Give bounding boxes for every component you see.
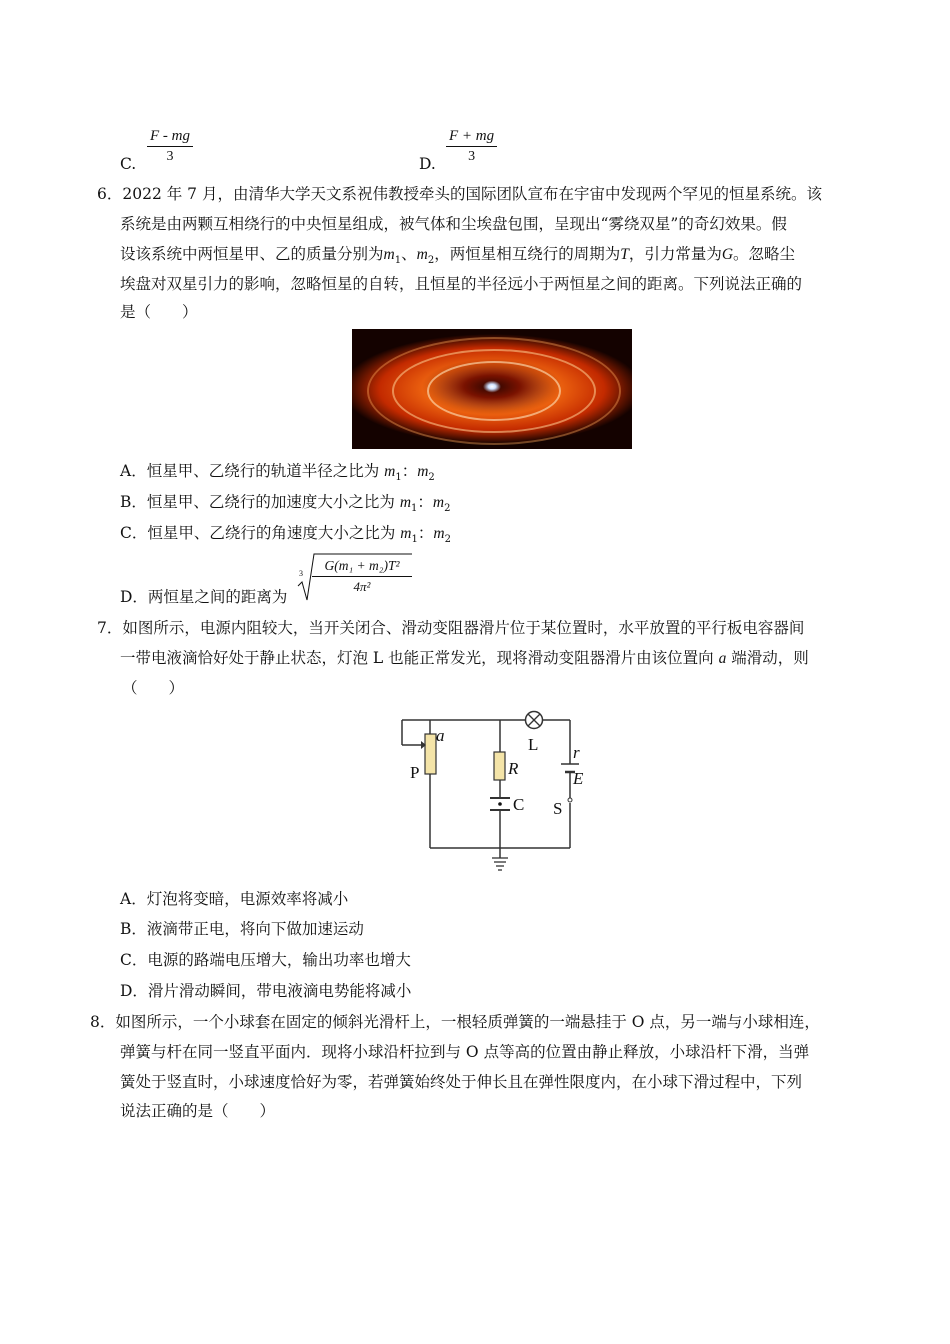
q7-option-d: D．滑片滑动瞬间，带电液滴电势能将减小: [120, 982, 412, 1000]
option-d-fraction: [446, 126, 497, 167]
subscript: 1: [411, 534, 418, 546]
var-m: m: [416, 246, 428, 263]
option-text: A．恒星甲、乙绕行的轨道半径之比为: [120, 462, 385, 480]
circuit-diagram: [395, 708, 595, 878]
q6-line-2: 系统是由两颗互相绕行的中央恒星组成，被气体和尘埃盘包围，呈现出“雾绕双星”的奇幻效果。假: [120, 215, 787, 233]
label-a: a: [436, 726, 445, 745]
label-L: L: [528, 735, 539, 754]
colon: ：: [417, 524, 434, 542]
text: 。忽略尘: [733, 245, 796, 263]
colon: ：: [401, 462, 418, 480]
label-P: P: [410, 763, 420, 782]
subscript: 2: [444, 534, 451, 546]
label-S: S: [553, 799, 563, 818]
var-m: m: [383, 246, 395, 263]
radical-index: 3: [299, 569, 303, 578]
resistor: [494, 752, 505, 780]
subscript: 2: [444, 503, 451, 515]
subscript: 1: [394, 255, 402, 267]
rheostat: [425, 734, 436, 774]
q6-line-4: 埃盘对双星引力的影响，忽略恒星的自转，且恒星的半径远小于两恒星之间的距离。下列说法正确的: [120, 275, 803, 293]
option-c-fraction: [147, 126, 193, 167]
q6-line-5: 是（ ）: [120, 303, 198, 321]
option-d-label: D.: [419, 155, 436, 173]
colon: ：: [417, 493, 433, 511]
q8-line-1: 8．如图所示，一个小球套在固定的倾斜光滑杆上，一根轻质弹簧的一端悬挂于 O 点，另一端与小球相连，: [90, 1013, 820, 1031]
text: 一带电液滴恰好处于静止状态，灯泡 L 也能正常发光，现将滑动变阻器滑片由该位置向: [120, 649, 719, 667]
q7-option-c: C．电源的路端电压增大，输出功率也增大: [120, 951, 411, 969]
var-m: m: [433, 525, 445, 542]
q8-line-2: 弹簧与杆在同一竖直平面内．现将小球沿杆拉到与 O 点等高的位置由静止释放，小球沿杆下滑，当弹: [120, 1043, 810, 1061]
q6-option-a: [120, 461, 435, 488]
fraction-denominator: 3: [166, 149, 174, 164]
text: 、: [401, 245, 417, 263]
q8-line-3: 簧处于竖直时，小球速度恰好为零，若弹簧始终处于伸长且在弹性限度内，在小球下滑过程中，下列: [120, 1073, 803, 1091]
q7-line-1: 7．如图所示，电源内阻较大，当开关闭合、滑动变阻器滑片位于某位置时，水平放置的平行板电容器间: [97, 619, 805, 637]
subscript: 2: [427, 255, 435, 267]
var-m: m: [417, 463, 429, 480]
text: 端滑动，则: [726, 649, 809, 667]
option-c-label: C.: [120, 155, 137, 173]
label-E: E: [573, 769, 584, 788]
q7-option-b: B．液滴带正电，将向下做加速运动: [120, 920, 364, 938]
fraction-denominator: 3: [468, 149, 476, 164]
label-r: r: [573, 743, 580, 762]
var-a: a: [718, 650, 727, 667]
fraction-numerator: F - mg: [147, 126, 193, 147]
switch: [568, 798, 572, 802]
subscript: 1: [411, 503, 418, 515]
option-text: C．恒星甲、乙绕行的角速度大小之比为: [120, 524, 401, 542]
option-text: B．恒星甲、乙绕行的加速度大小之比为: [120, 493, 400, 511]
q7-line-3: （ ）: [122, 679, 185, 697]
var-m: m: [432, 494, 445, 511]
var-T: T: [620, 246, 629, 263]
label-R: R: [508, 759, 519, 778]
subscript: 1: [395, 472, 402, 484]
q6-line-3: [120, 244, 795, 271]
fraction-numerator: F + mg: [446, 126, 497, 147]
q8-line-4: 说法正确的是（ ）: [120, 1102, 276, 1120]
q6-option-d: D．两恒星之间的距离为: [120, 588, 288, 606]
q6-option-b: [120, 492, 451, 519]
q7-option-a: A．灯泡将变暗，电源效率将减小: [120, 890, 349, 908]
q6-line-1: 6．2022 年 7 月，由清华大学天文系祝伟教授牵头的国际团队宣布在宇宙中发现两个罕见的恒星系统。该: [97, 185, 822, 203]
var-G: G: [721, 246, 734, 263]
text: ，引力常量为: [628, 245, 722, 263]
formula-denominator: 4π²: [353, 579, 371, 594]
text: ，两恒星相互绕行的周期为: [434, 245, 621, 263]
var-m: m: [384, 463, 396, 480]
subscript: 2: [428, 472, 435, 484]
var-m: m: [400, 525, 412, 542]
q7-line-2: [120, 648, 809, 669]
text: 设该系统中两恒星甲、乙的质量分别为: [120, 245, 384, 263]
label-C: C: [513, 795, 525, 814]
droplet: [498, 802, 502, 806]
binary-star-image: [352, 329, 632, 449]
q6-option-c: [120, 523, 451, 550]
var-m: m: [399, 494, 412, 511]
formula-numerator: G(m₁ + m₂)T²: [312, 556, 412, 577]
distance-formula: [312, 556, 412, 597]
